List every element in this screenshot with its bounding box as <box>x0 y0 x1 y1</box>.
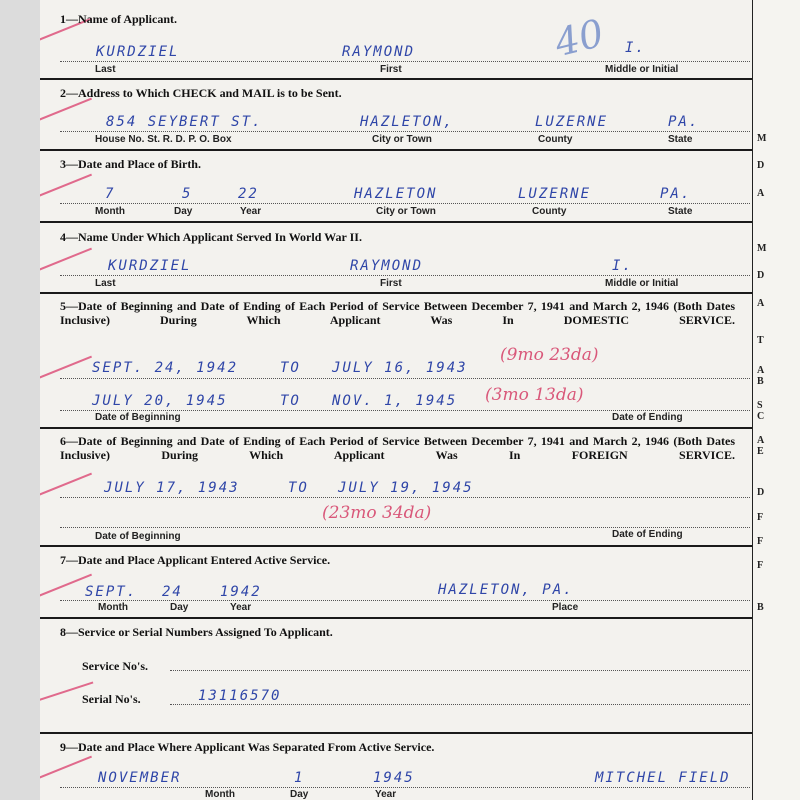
address-street: 854 SEYBERT ST. <box>106 114 263 130</box>
serial-number-value: 13116570 <box>198 688 282 704</box>
dotted-line <box>170 670 750 671</box>
dotted-line <box>60 527 750 528</box>
dotted-line <box>170 704 750 705</box>
entered-service-year: 1942 <box>220 584 262 600</box>
label-state: State <box>668 206 693 217</box>
side-letter: A <box>757 188 765 199</box>
section-7-title: 7—Date and Place Applicant Entered Active Service. <box>60 553 331 567</box>
pencil-mark-40: 40 <box>550 10 608 66</box>
birth-month: 7 <box>105 186 116 202</box>
section-3-title: 3—Date and Place of Birth. <box>60 157 201 171</box>
entered-service-place: HAZLETON, PA. <box>438 582 574 598</box>
dotted-line <box>60 378 750 379</box>
label-month: Month <box>95 206 125 217</box>
birth-year: 22 <box>238 186 259 202</box>
section-divider <box>40 149 752 151</box>
dotted-line <box>60 600 750 601</box>
section-divider <box>40 732 752 734</box>
section-divider <box>40 427 752 429</box>
label-month: Month <box>98 602 128 613</box>
section-divider <box>40 617 752 619</box>
side-letter: S <box>757 400 763 411</box>
label-date-ending: Date of Ending <box>612 529 683 540</box>
domestic-period-2-duration-note: (3mo 13da) <box>485 385 584 405</box>
side-letter: D <box>757 270 765 281</box>
dotted-line <box>60 61 750 62</box>
label-year: Year <box>375 789 397 800</box>
section-6-title: 6—Date of Beginning and Date of Ending of Each Period of Service Between December 7, 1941 and March 2, 1946 (Both Dates Inclusive) During Which Applicant Was In FOREIGN SERVICE. <box>60 434 735 462</box>
side-letter: F <box>757 536 764 547</box>
side-letter: C <box>757 411 765 422</box>
section-4-title: 4—Name Under Which Applicant Served In World War II. <box>60 230 362 244</box>
side-letter: A <box>757 435 765 446</box>
label-city: City or Town <box>372 134 432 145</box>
label-last: Last <box>95 64 116 75</box>
label-county: County <box>532 206 567 217</box>
dotted-line <box>60 275 750 276</box>
section-divider <box>40 78 752 80</box>
dotted-line <box>60 497 750 498</box>
red-check-mark <box>40 248 92 272</box>
service-middle-initial: I. <box>612 258 633 274</box>
separation-month: NOVEMBER <box>98 770 182 786</box>
address-county: LUZERNE <box>535 114 609 130</box>
domestic-period-2-end: NOV. 1, 1945 <box>332 393 458 409</box>
domestic-period-1-end: JULY 16, 1943 <box>332 360 468 376</box>
side-letter: D <box>757 487 765 498</box>
serial-numbers-label: Serial No's. <box>82 692 141 706</box>
label-first: First <box>380 278 402 289</box>
red-check-mark <box>40 473 92 497</box>
dotted-line <box>60 787 750 788</box>
adjacent-form-column <box>752 0 800 800</box>
address-city: HAZLETON, <box>360 114 454 130</box>
section-8-title: 8—Service or Serial Numbers Assigned To Applicant. <box>60 625 333 639</box>
side-letter: D <box>757 160 765 171</box>
birth-county: LUZERNE <box>518 186 592 202</box>
foreign-period-to: TO <box>288 480 309 496</box>
entered-service-month: SEPT. <box>85 584 138 600</box>
dotted-line <box>60 131 750 132</box>
red-check-mark <box>40 98 92 122</box>
red-check-mark <box>40 174 92 198</box>
side-letter: E <box>757 446 764 457</box>
separation-year: 1945 <box>373 770 415 786</box>
label-last: Last <box>95 278 116 289</box>
red-check-mark <box>40 756 92 780</box>
dotted-line <box>60 203 750 204</box>
foreign-period-end: JULY 19, 1945 <box>338 480 474 496</box>
label-place: Place <box>552 602 579 613</box>
label-street: House No. St. R. D. P. O. Box <box>95 134 232 145</box>
label-day: Day <box>290 789 309 800</box>
dotted-line <box>60 410 750 411</box>
label-date-beginning: Date of Beginning <box>95 412 181 423</box>
side-letter: A <box>757 365 765 376</box>
domestic-period-1-to: TO <box>280 360 301 376</box>
foreign-duration-note: (23mo 34da) <box>322 503 432 523</box>
label-county: County <box>538 134 573 145</box>
applicant-middle-initial: I. <box>625 40 646 56</box>
label-city: City or Town <box>376 206 436 217</box>
label-year: Year <box>240 206 262 217</box>
section-9-title: 9—Date and Place Where Applicant Was Separated From Active Service. <box>60 740 435 754</box>
service-first-name: RAYMOND <box>350 258 424 274</box>
applicant-last-name: KURDZIEL <box>96 44 180 60</box>
separation-place: MITCHEL FIELD <box>595 770 731 786</box>
service-numbers-label: Service No's. <box>82 659 148 673</box>
label-month: Month <box>205 789 235 800</box>
label-state: State <box>668 134 693 145</box>
red-check-mark <box>40 356 92 380</box>
application-form <box>40 0 770 800</box>
section-divider <box>40 221 752 223</box>
side-letter: M <box>757 133 767 144</box>
side-letter: B <box>757 376 764 387</box>
label-first: First <box>380 64 402 75</box>
side-letter: M <box>757 243 767 254</box>
birth-state: PA. <box>660 186 692 202</box>
label-date-beginning: Date of Beginning <box>95 531 181 542</box>
address-state: PA. <box>668 114 700 130</box>
label-year: Year <box>230 602 252 613</box>
section-divider <box>40 292 752 294</box>
service-last-name: KURDZIEL <box>108 258 192 274</box>
entered-service-day: 24 <box>162 584 183 600</box>
side-letter: T <box>757 335 764 346</box>
domestic-period-1-begin: SEPT. 24, 1942 <box>92 360 239 376</box>
birth-city: HAZLETON <box>354 186 438 202</box>
section-2-title: 2—Address to Which CHECK and MAIL is to be Sent. <box>60 86 342 100</box>
foreign-period-begin: JULY 17, 1943 <box>104 480 240 496</box>
side-letter: A <box>757 298 765 309</box>
label-date-ending: Date of Ending <box>612 412 683 423</box>
domestic-period-1-duration-note: (9mo 23da) <box>500 345 599 365</box>
separation-day: 1 <box>294 770 305 786</box>
applicant-first-name: RAYMOND <box>342 44 416 60</box>
side-letter: F <box>757 560 764 571</box>
section-5-title: 5—Date of Beginning and Date of Ending of Each Period of Service Between December 7, 1941 and March 2, 1946 (Both Dates Inclusive) During Which Applicant Was In DOMESTIC SERVICE. <box>60 299 735 327</box>
section-divider <box>40 545 752 547</box>
domestic-period-2-to: TO <box>280 393 301 409</box>
section-1-title: 1—Name of Applicant. <box>60 12 177 26</box>
domestic-period-2-begin: JULY 20, 1945 <box>92 393 228 409</box>
side-letter: F <box>757 512 764 523</box>
birth-day: 5 <box>182 186 193 202</box>
label-day: Day <box>170 602 189 613</box>
side-letter: B <box>757 602 764 613</box>
label-day: Day <box>174 206 193 217</box>
label-middle: Middle or Initial <box>605 278 679 289</box>
label-middle: Middle or Initial <box>605 64 679 75</box>
